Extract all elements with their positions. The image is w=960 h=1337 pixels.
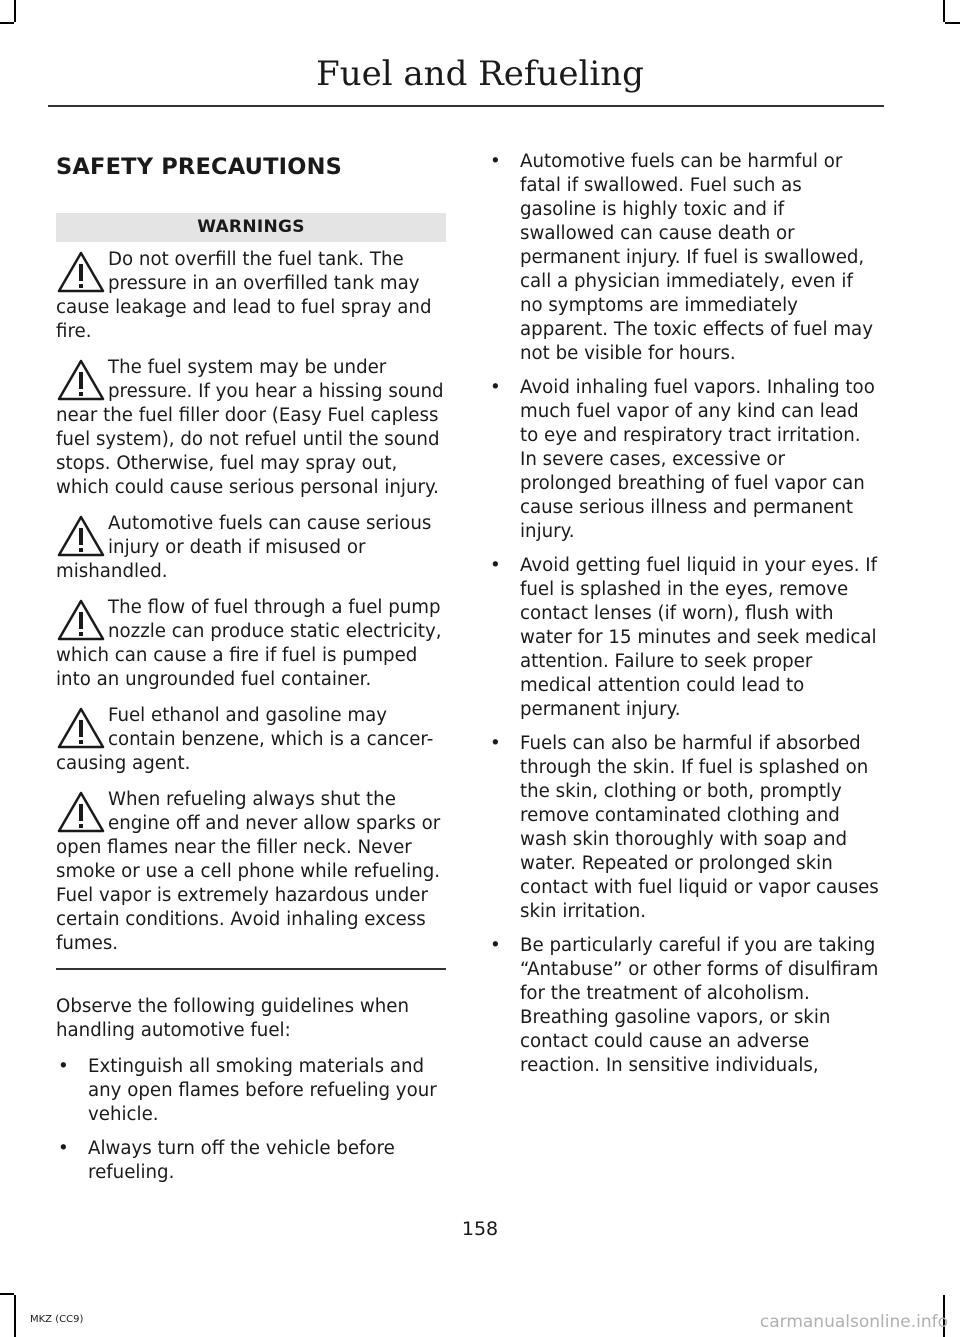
crop-mark [945,22,960,24]
warning-text: When refueling always shut the engine off and never allow sparks or open flames near the filler neck. Never smoke or use a cell phone while refueling. Fuel vapor is extremely hazardous under certain conditions. Avoid inhaling excess fumes. [56,789,441,954]
list-item [56,1137,446,1185]
warning-item [56,512,446,584]
warning-item [56,248,446,344]
crop-mark [943,0,945,22]
warning-text: Do not overfill the fuel tank. The pressure in an overfilled tank may cause leakage and lead to fuel spray and fire. [56,249,432,342]
list-item [488,376,880,544]
list-item-text: Automotive fuels can be harmful or fatal if swallowed. Fuel such as gasoline is highly toxic and if swallowed can cause death or permanent injury. If fuel is swallowed, call a physician immediately, even if no symptoms are immediately apparent. The toxic effects of fuel may not be visible for hours. [520,151,873,364]
bullet-marker: • [490,733,501,754]
warning-triangle-icon [56,598,106,642]
list-item [488,934,880,1078]
left-bullet-list [56,1055,446,1185]
list-item [488,732,880,924]
list-item-text: Extinguish all smoking materials and any open flames before refueling your vehicle. [88,1056,437,1125]
left-column [56,150,446,1195]
model-code: MKZ (CC9) [30,1314,84,1325]
warning-triangle-icon [56,514,106,558]
right-column [488,150,880,1088]
list-item-text: Be particularly careful if you are taking “Antabuse” or other forms of disulfiram for the treatment of alcoholism. Breathing gasoline vapors, or skin contact could cause an adverse reaction. In sensitive individuals, [520,935,879,1076]
page-number: 158 [461,1218,499,1240]
warning-triangle-icon [56,706,106,750]
list-item [56,1055,446,1127]
right-bullet-list [488,150,880,1078]
warning-triangle-icon [56,250,106,294]
crop-mark [14,0,16,22]
warning-item [56,596,446,692]
list-item [488,554,880,722]
list-item-text: Always turn off the vehicle before refueling. [88,1138,395,1183]
warning-text: The fuel system may be under pressure. If you hear a hissing sound near the fuel filler door (Easy Fuel capless fuel system), do not refuel until the sound stops. Otherwise, fuel may spray out, which could cause serious personal injury. [56,357,444,498]
crop-mark [14,1295,16,1337]
crop-mark [0,1293,14,1295]
bullet-marker: • [58,1056,69,1077]
bullet-marker: • [490,377,501,398]
list-item-text: Avoid inhaling fuel vapors. Inhaling too much fuel vapor of any kind can lead to eye and respiratory tract irritation. In severe cases, excessive or prolonged breathing of fuel vapor can cause serious illness and permanent injury. [520,377,875,542]
warning-item [56,704,446,776]
warning-triangle-icon [56,358,106,402]
intro-text: Observe the following guidelines when handling automotive fuel: [56,996,409,1041]
warning-item [56,356,446,500]
warnings-divider [56,968,446,970]
header-divider [48,105,884,107]
list-item [488,150,880,366]
crop-mark [0,22,14,24]
warning-text: Automotive fuels can cause serious injury or death if misused or mishandled. [56,513,432,582]
warning-text: Fuel ethanol and gasoline may contain benzene, which is a cancer-causing agent. [56,705,434,774]
page-title: Fuel and Refueling [316,54,644,94]
warning-triangle-icon [56,790,106,834]
watermark: carmanualsonline.info [759,1312,948,1332]
section-title: SAFETY PRECAUTIONS [56,154,343,180]
bullet-marker: • [58,1138,69,1159]
warning-text: The flow of fuel through a fuel pump nozzle can produce static electricity, which can cause a fire if fuel is pumped into an ungrounded fuel container. [56,597,442,690]
list-item-text: Fuels can also be harmful if absorbed through the skin. If fuel is splashed on the skin, clothing or both, promptly remove contaminated clothing and wash skin thoroughly with soap and water. Repeated or prolonged skin contact with fuel liquid or vapor causes skin irritation. [520,733,879,922]
warnings-list [56,248,446,956]
bullet-marker: • [490,555,501,576]
list-item-text: Avoid getting fuel liquid in your eyes. If fuel is splashed in the eyes, remove contact lenses (if worn), flush with water for 15 minutes and seek medical attention. Failure to seek proper medical attention could lead to permanent injury. [520,555,878,720]
warning-item [56,788,446,956]
bullet-marker: • [490,151,501,172]
warnings-heading: WARNINGS [56,213,446,242]
bullet-marker: • [490,935,501,956]
